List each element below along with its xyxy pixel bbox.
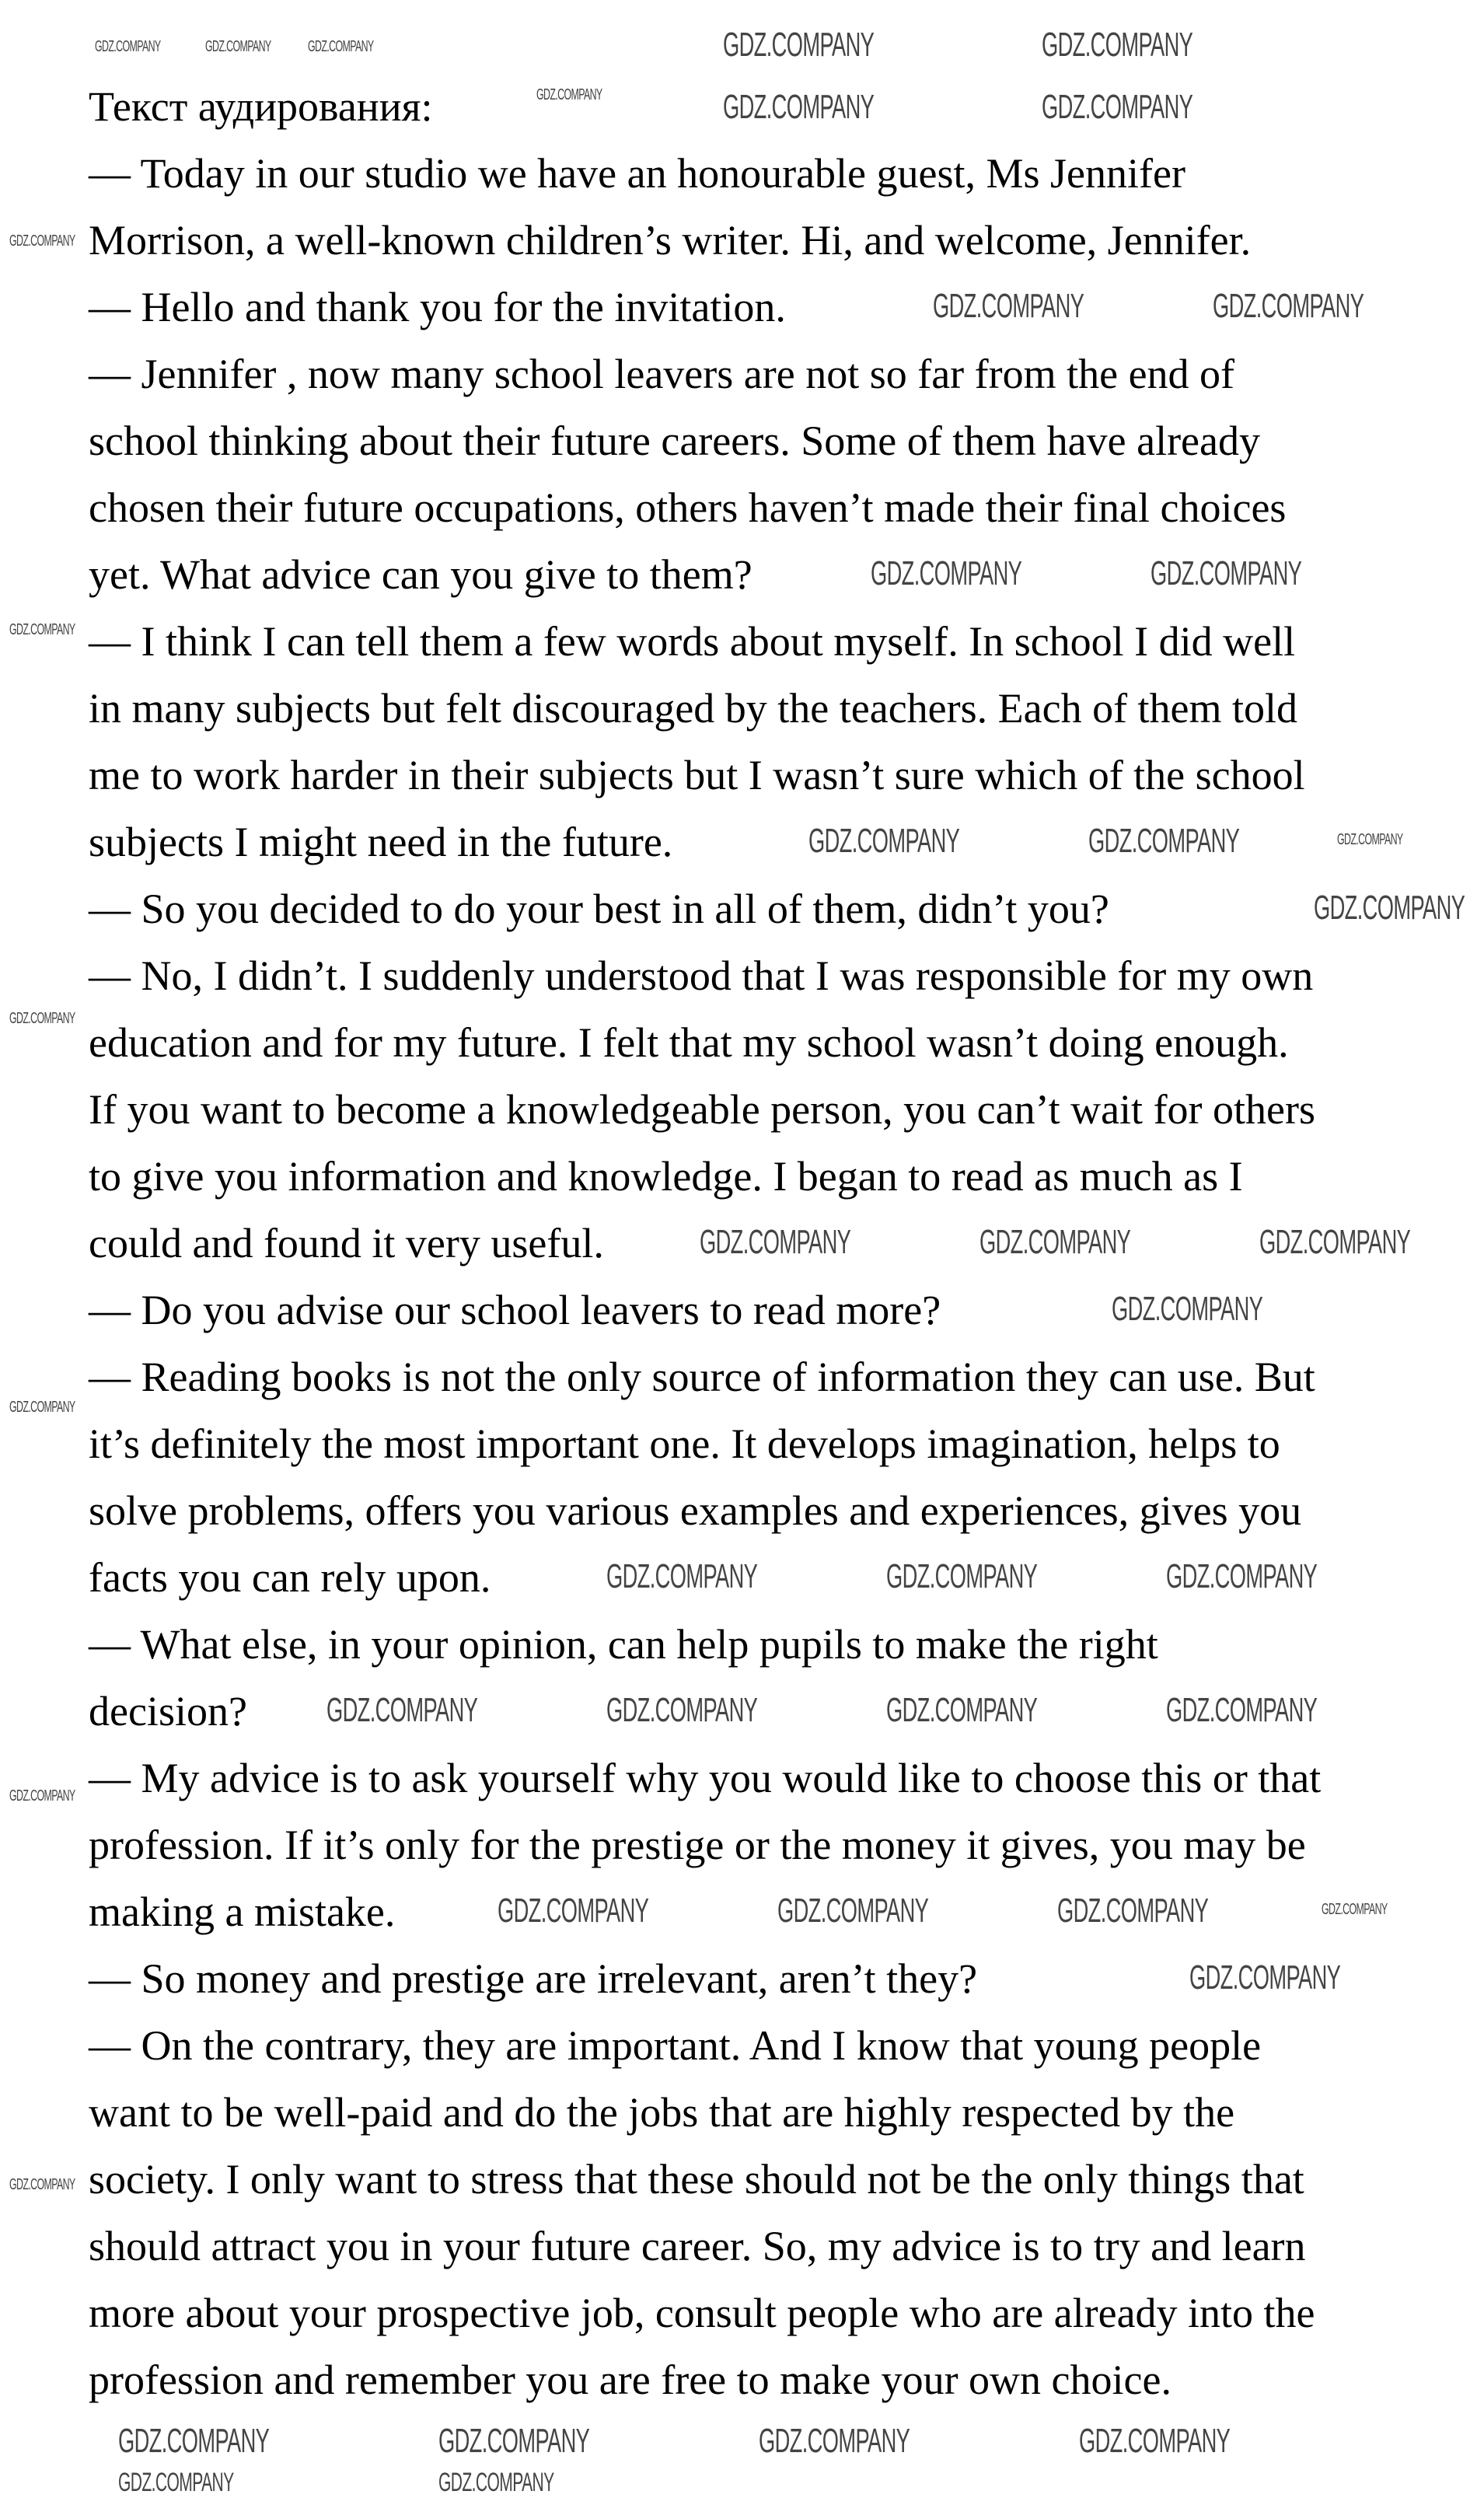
watermark: GDZ.COMPANY <box>723 26 875 64</box>
watermark: GDZ.COMPANY <box>1042 88 1193 126</box>
watermark: GDZ.COMPANY <box>871 554 1022 592</box>
transcript-line: facts you can rely upon. <box>89 1554 491 1601</box>
watermark: GDZ.COMPANY <box>95 38 161 55</box>
transcript-line: me to work harder in their subjects but I wasn’t sure which of the school <box>89 752 1305 798</box>
transcript-line: — On the contrary, they are important. And I know that young people <box>89 2022 1262 2069</box>
transcript-body <box>89 140 1472 2413</box>
watermark: GDZ.COMPANY <box>808 822 960 860</box>
transcript-line: Morrison, a well-known children’s writer. Hi, and welcome, Jennifer. <box>89 217 1252 264</box>
watermark: GDZ.COMPANY <box>1166 1557 1318 1595</box>
transcript-line: decision? <box>89 1688 247 1735</box>
transcript-line: — No, I didn’t. I suddenly understood that I was responsible for my own <box>89 952 1314 999</box>
watermark: GDZ.COMPANY <box>1151 554 1302 592</box>
watermark: GDZ.COMPANY <box>1322 1901 1388 1918</box>
watermark: GDZ.COMPANY <box>1189 1958 1341 1997</box>
transcript-line: — Reading books is not the only source of information they can use. But <box>89 1354 1315 1400</box>
transcript-line: profession. If it’s only for the prestige or the money it gives, you may be <box>89 1822 1306 1868</box>
watermark: GDZ.COMPANY <box>205 38 271 55</box>
transcript-line: — Do you advise our school leavers to read more? <box>89 1287 941 1333</box>
watermark: GDZ.COMPANY <box>777 1892 929 1930</box>
watermark: GDZ.COMPANY <box>118 2468 234 2497</box>
watermark: GDZ.COMPANY <box>1166 1691 1318 1729</box>
watermark: GDZ.COMPANY <box>1079 2422 1231 2460</box>
watermark: GDZ.COMPANY <box>9 1010 75 1027</box>
watermark: GDZ.COMPANY <box>1112 1290 1263 1328</box>
transcript-line: want to be well-paid and do the jobs that are highly respected by the <box>89 2089 1235 2136</box>
transcript-line: should attract you in your future career. So, my advice is to try and learn <box>89 2223 1306 2269</box>
watermark: GDZ.COMPANY <box>9 1399 75 1416</box>
watermark: GDZ.COMPANY <box>979 1223 1131 1261</box>
transcript-line: — Hello and thank you for the invitation. <box>89 284 786 330</box>
watermark: GDZ.COMPANY <box>498 1892 649 1930</box>
watermark: GDZ.COMPANY <box>1057 1892 1209 1930</box>
transcript-line: chosen their future occupations, others haven’t made their final choices <box>89 484 1287 531</box>
watermark: GDZ.COMPANY <box>9 1787 75 1805</box>
watermark: GDZ.COMPANY <box>759 2422 910 2460</box>
watermark: GDZ.COMPANY <box>118 2422 270 2460</box>
transcript-line: subjects I might need in the future. <box>89 819 673 865</box>
watermark: GDZ.COMPANY <box>9 621 75 638</box>
watermark: GDZ.COMPANY <box>1088 822 1240 860</box>
watermark: GDZ.COMPANY <box>308 38 374 55</box>
transcript-line: If you want to become a knowledgeable person, you can’t wait for others <box>89 1086 1315 1133</box>
watermark: GDZ.COMPANY <box>1314 889 1465 927</box>
transcript-line: — So money and prestige are irrelevant, aren’t they? <box>89 1955 978 2002</box>
watermark: GDZ.COMPANY <box>9 232 75 250</box>
watermark: GDZ.COMPANY <box>606 1691 758 1729</box>
transcript-line: yet. What advice can you give to them? <box>89 551 752 598</box>
watermark: GDZ.COMPANY <box>886 1691 1038 1729</box>
transcript-line: — Today in our studio we have an honourable guest, Ms Jennifer <box>89 150 1185 197</box>
watermark: GDZ.COMPANY <box>1337 831 1403 848</box>
transcript-line: to give you information and knowledge. I began to read as much as I <box>89 1153 1243 1200</box>
watermark: GDZ.COMPANY <box>438 2468 554 2497</box>
transcript-line: could and found it very useful. <box>89 1220 604 1266</box>
watermark: GDZ.COMPANY <box>886 1557 1038 1595</box>
transcript-line: society. I only want to stress that these should not be the only things that <box>89 2156 1304 2203</box>
transcript-line: making a mistake. <box>89 1888 396 1935</box>
transcript-line: more about your prospective job, consult people who are already into the <box>89 2290 1315 2336</box>
transcript-line: solve problems, offers you various examples and experiences, gives you <box>89 1487 1302 1534</box>
watermark: GDZ.COMPANY <box>1042 26 1193 64</box>
watermark: GDZ.COMPANY <box>723 88 875 126</box>
watermark: GDZ.COMPANY <box>9 2176 75 2193</box>
watermark: GDZ.COMPANY <box>536 86 602 103</box>
watermark: GDZ.COMPANY <box>438 2422 590 2460</box>
transcript-heading: Текст аудирования: <box>89 83 433 130</box>
transcript-line: in many subjects but felt discouraged by the teachers. Each of them told <box>89 685 1298 732</box>
transcript-line: school thinking about their future careers. Some of them have already <box>89 418 1260 464</box>
transcript-line: profession and remember you are free to make your own choice. <box>89 2357 1171 2403</box>
transcript-line: — I think I can tell them a few words about myself. In school I did well <box>89 618 1296 665</box>
transcript-line: — My advice is to ask yourself why you would like to choose this or that <box>89 1755 1322 1801</box>
watermark: GDZ.COMPANY <box>326 1691 478 1729</box>
transcript-line: education and for my future. I felt that my school wasn’t doing enough. <box>89 1019 1289 1066</box>
watermark: GDZ.COMPANY <box>1213 287 1364 325</box>
watermark: GDZ.COMPANY <box>606 1557 758 1595</box>
transcript-line: — So you decided to do your best in all of them, didn’t you? <box>89 886 1109 932</box>
transcript-line: — Jennifer , now many school leavers are not so far from the end of <box>89 351 1235 397</box>
watermark: GDZ.COMPANY <box>1259 1223 1411 1261</box>
watermark: GDZ.COMPANY <box>933 287 1084 325</box>
transcript-line: — What else, in your opinion, can help pupils to make the right <box>89 1621 1158 1668</box>
watermark: GDZ.COMPANY <box>700 1223 851 1261</box>
transcript-line: it’s definitely the most important one. It develops imagination, helps to <box>89 1420 1280 1467</box>
